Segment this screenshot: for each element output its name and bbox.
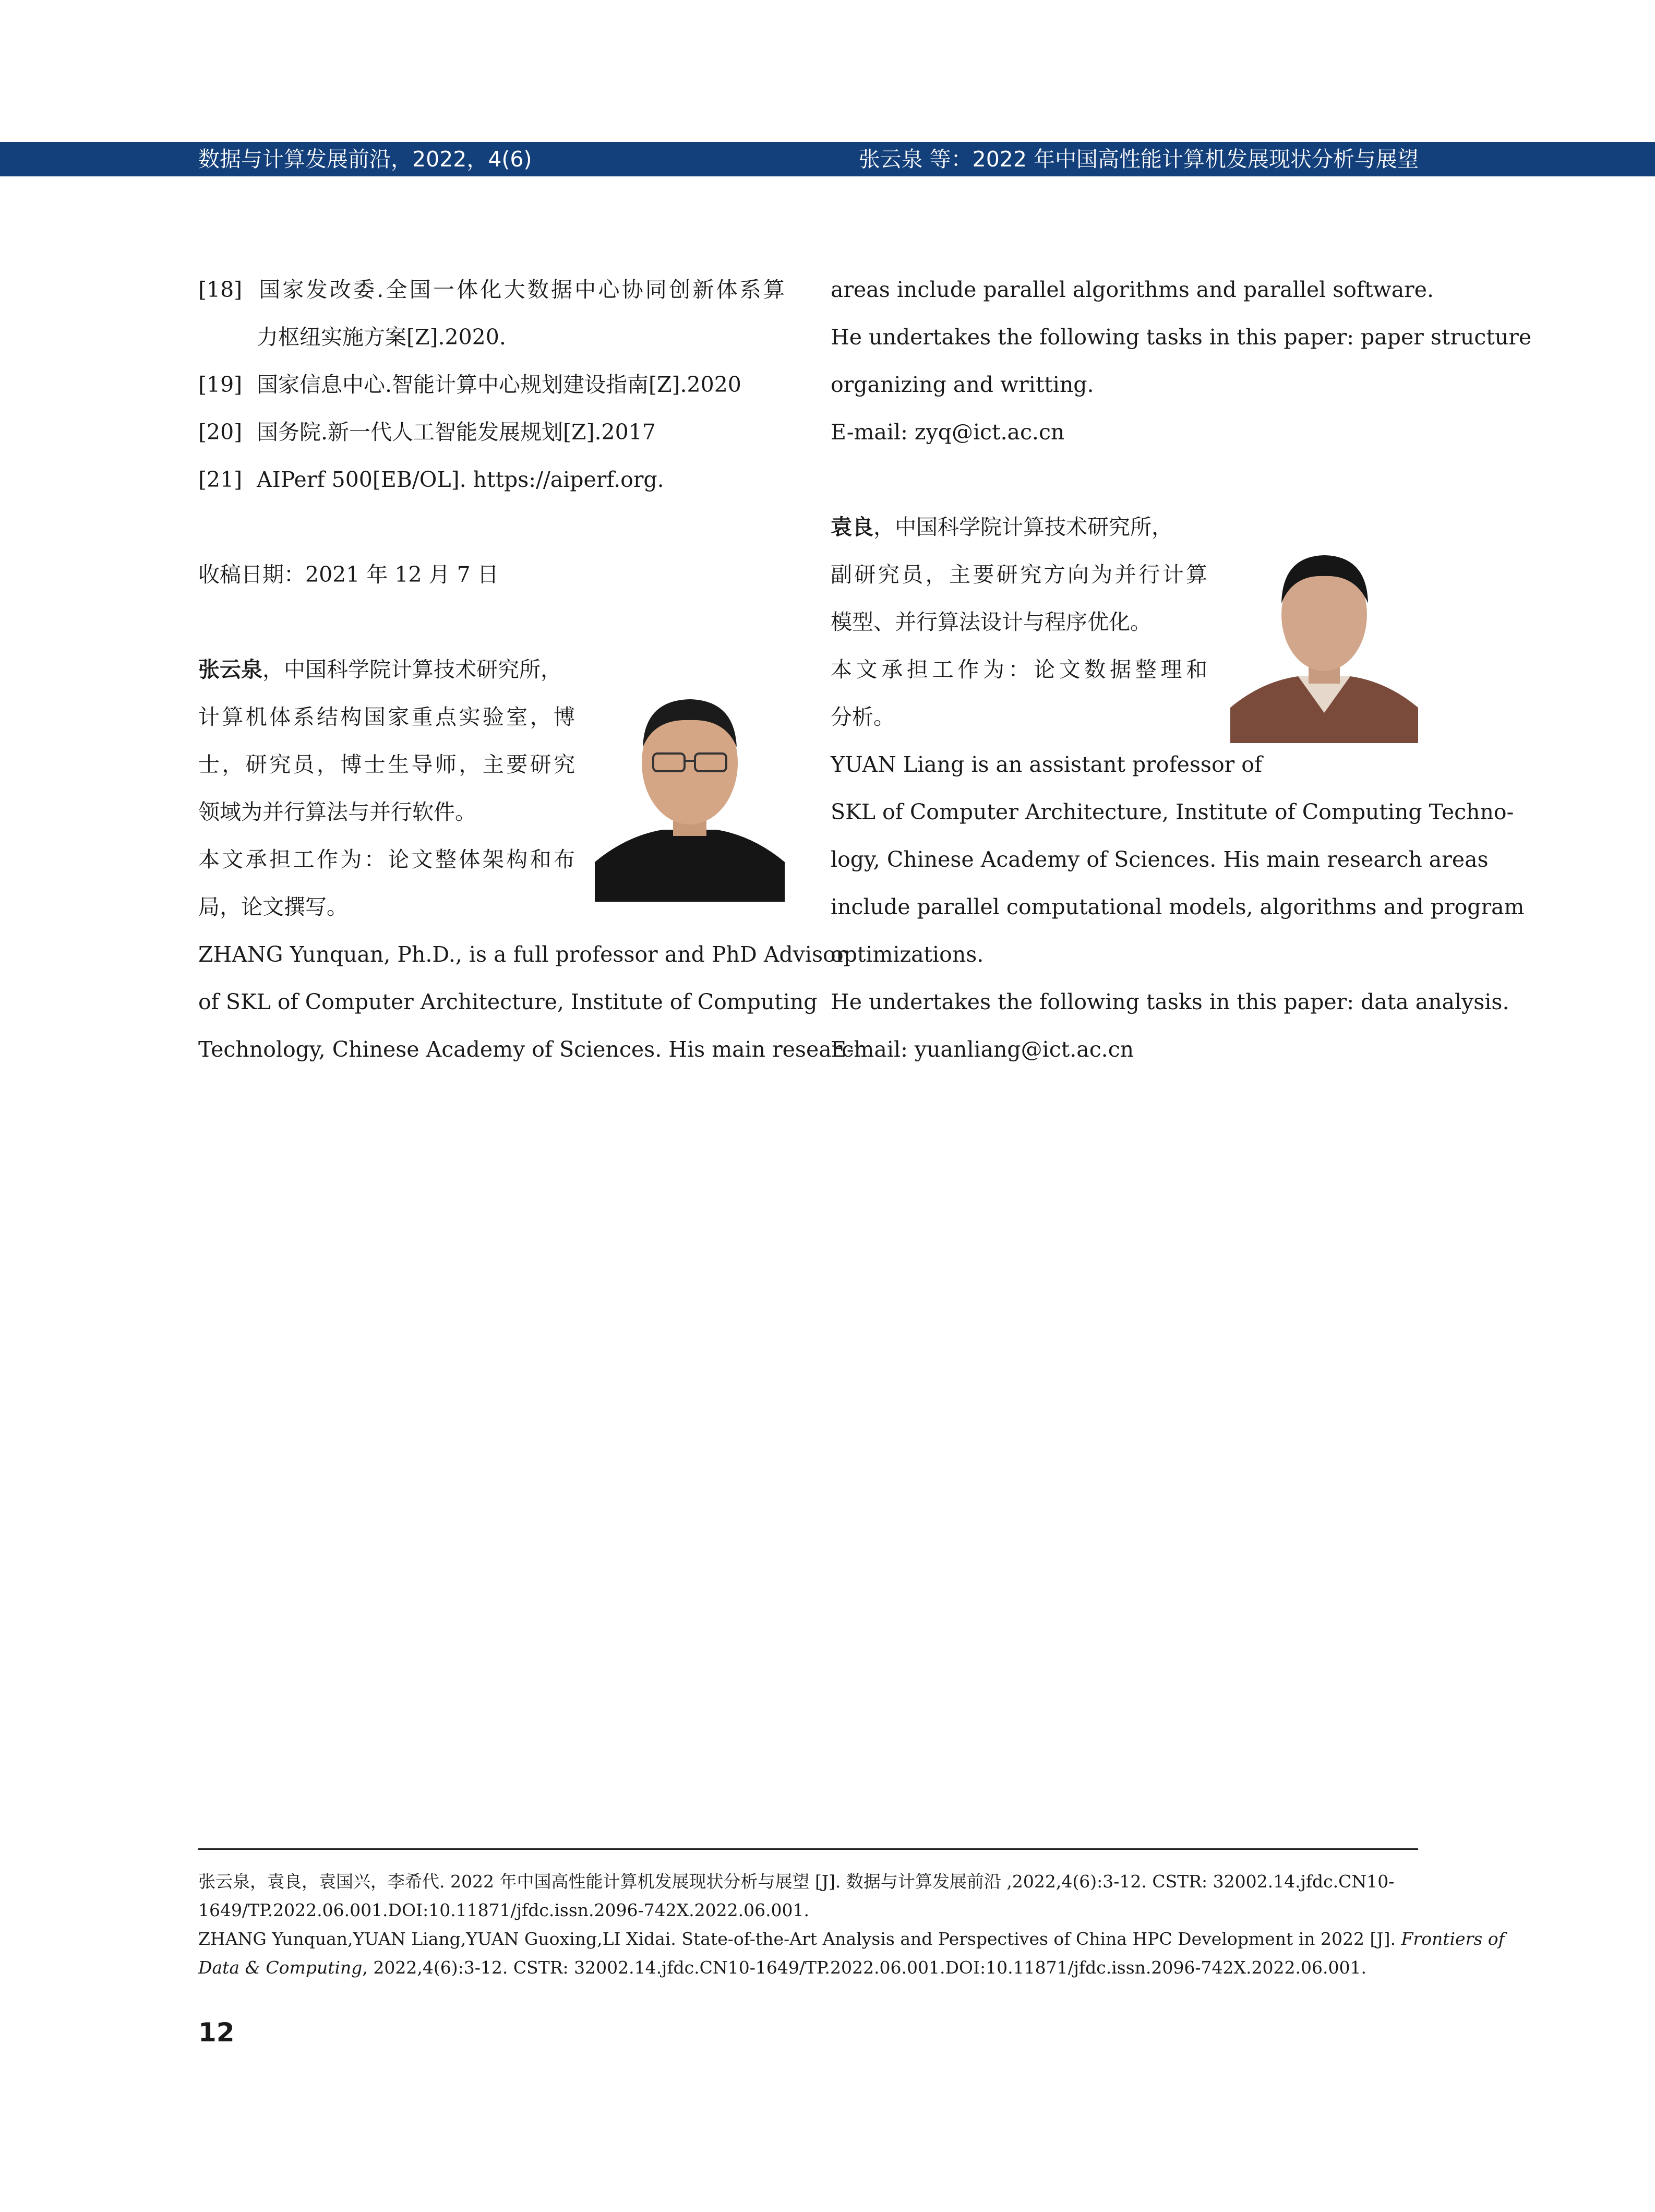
reference-item: [198, 409, 785, 456]
bio-en-line: of SKL of Computer Architecture, Institute of Computing: [198, 989, 818, 1014]
author-photo-zhang: [595, 664, 785, 902]
reference-item: [198, 266, 785, 361]
bio-en-line: Technology, Chinese Academy of Sciences. His main research: [198, 1037, 868, 1062]
reference-number: [19]: [198, 372, 243, 397]
citation-en-line: ZHANG Yunquan,YUAN Liang,YUAN Guoxing,LI Xidai. State-of-the-Art Analysis and Perspectives of China HPC Development in 2022 [J]. Frontiers of: [198, 1929, 1505, 1949]
bio-en-line: He undertakes the following tasks in this paper: data analysis.: [831, 989, 1509, 1014]
bio-en-line: logy, Chinese Academy of Sciences. His main research areas: [831, 847, 1489, 872]
bio-line: 副研究员，主要研究方向为并行计算: [831, 562, 1207, 587]
bio-line: 分析。: [831, 704, 895, 730]
bio-line: 计算机体系结构国家重点实验室，博: [198, 704, 575, 730]
reference-item: [198, 456, 785, 504]
author-bio-zhang: [198, 646, 575, 931]
bio-en-line: He undertakes the following tasks in this paper: paper structure: [831, 325, 1532, 350]
bio-line: ，中国科学院计算技术研究所，: [262, 657, 562, 682]
citation-en-line: Data & Computing, 2022,4(6):3-12. CSTR: 32002.14.jfdc.CN10-1649/TP.2022.06.001.DOI:10.11871/jfdc.issn.2096-742X.2022.06.001.: [198, 1957, 1366, 1978]
citation-cn-line: 1649/TP.2022.06.001.DOI:10.11871/jfdc.issn.2096-742X.2022.06.001.: [198, 1900, 810, 1920]
email: E-mail: yuanliang@ict.ac.cn: [831, 1037, 1134, 1062]
bio-line: 士，研究员，博士生导师，主要研究: [198, 752, 575, 777]
bio-en-line: optimizations.: [831, 942, 984, 967]
author-bio-yuan: [831, 504, 1263, 788]
bio-en-line: SKL of Computer Architecture, Institute of Computing Techno-: [831, 799, 1514, 824]
journal-issue: 数据与计算发展前沿，2022，4(6): [198, 147, 532, 172]
bio-line: ，中国科学院计算技术研究所，: [873, 515, 1173, 540]
reference-number: [18]: [198, 277, 243, 302]
bio-line: 本文承担工作为：论文数据整理和: [831, 657, 1207, 682]
page-number: 12: [198, 2017, 235, 2048]
reference-item: [198, 361, 785, 409]
bio-line: 本文承担工作为：论文整体架构和布: [198, 847, 575, 872]
bio-en-line: include parallel computational models, algorithms and program: [831, 894, 1525, 919]
reference-text: 力枢纽实施方案[Z].2020.: [257, 325, 506, 350]
bio-en-line: ZHANG Yunquan, Ph.D., is a full professor and PhD Advisor: [198, 942, 846, 967]
bio-line: 领域为并行算法与并行软件。: [198, 799, 476, 824]
reference-number: [21]: [198, 467, 243, 492]
author-name: 袁良: [831, 515, 873, 540]
received-date: 收稿日期：2021 年 12 月 7 日: [198, 562, 499, 587]
running-header: [0, 142, 1655, 176]
article-running-title: 张云泉 等：2022 年中国高性能计算机发展现状分析与展望: [858, 147, 1419, 172]
author-name: 张云泉: [198, 657, 262, 682]
reference-number: [20]: [198, 420, 243, 445]
bio-en-line: areas include parallel algorithms and parallel software.: [831, 277, 1434, 302]
bio-line: 模型、并行算法设计与程序优化。: [831, 609, 1152, 635]
author-photo-yuan: [1230, 525, 1418, 743]
reference-text: 国家信息中心.智能计算中心规划建设指南[Z].2020: [257, 372, 741, 397]
bio-en-line: YUAN Liang is an assistant professor of: [831, 752, 1263, 777]
bio-en-line: organizing and writting.: [831, 372, 1094, 397]
email: E-mail: zyq@ict.ac.cn: [831, 420, 1065, 445]
bio-line: 局，论文撰写。: [198, 894, 348, 919]
footnote-rule: [198, 1848, 1418, 1850]
reference-text: 国务院.新一代人工智能发展规划[Z].2017: [257, 420, 656, 445]
reference-text: AIPerf 500[EB/OL]. https://aiperf.org.: [257, 467, 664, 492]
reference-text: 国家发改委.全国一体化大数据中心协同创新体系算: [257, 277, 785, 302]
citation-cn-line: 张云泉，袁良，袁国兴，李希代. 2022 年中国高性能计算机发展现状分析与展望 [J]. 数据与计算发展前沿 ,2022,4(6):3-12. CSTR: 32002.14.jfdc.CN10-: [198, 1871, 1395, 1892]
